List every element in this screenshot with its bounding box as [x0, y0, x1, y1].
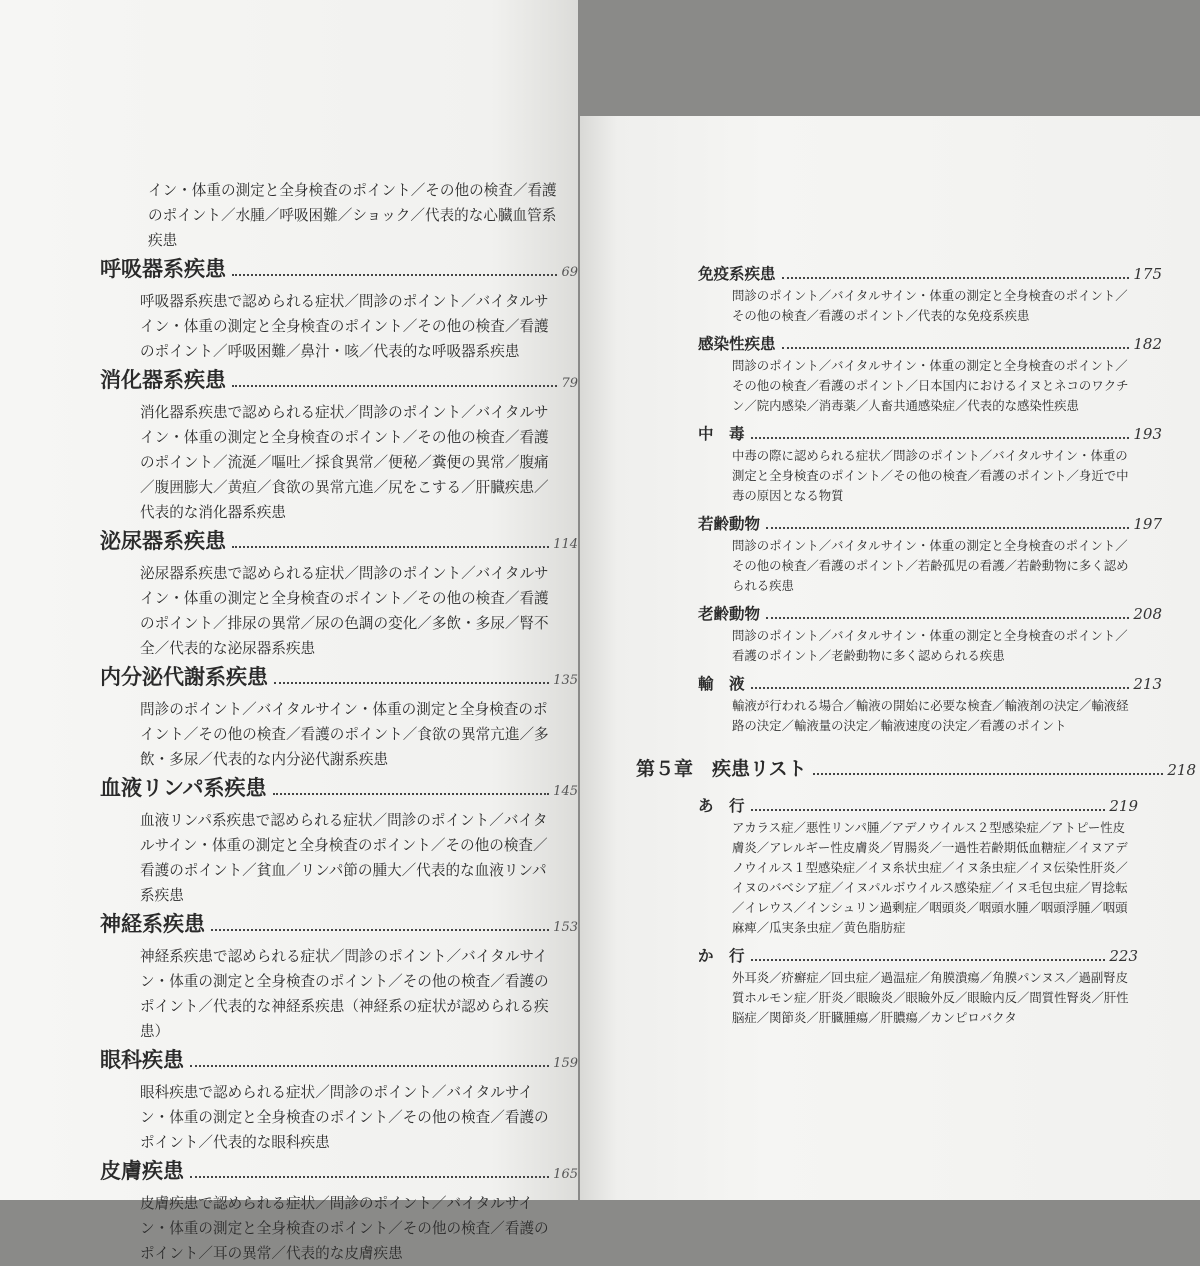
- toc-entry-skin: [100, 1155, 578, 1266]
- section-contents: 輸液が行われる場合／輸液の開始に必要な検査／輸液剤の決定／輸液経路の決定／輸液量の決定／輸液速度の決定／看護のポイント: [732, 698, 1129, 733]
- section-contents: 問診のポイント／バイタルサイン・体重の測定と全身検査のポイント／その他の検査／看護のポイント／食欲の異常亢進／多飲・多尿／代表的な内分泌代謝系疾患: [140, 701, 549, 768]
- toc-entry-header: [698, 602, 1162, 626]
- toc-entry-header: [698, 944, 1138, 968]
- toc-entry-header: [100, 525, 578, 561]
- dot-leader: [751, 809, 1106, 811]
- toc-entry-fluid-therapy: [698, 672, 1200, 736]
- section-title: 感染性疾患: [698, 335, 776, 353]
- section-title: 眼科疾患: [100, 1048, 184, 1072]
- section-contents: 呼吸器系疾患で認められる症状／問診のポイント／バイタルサイン・体重の測定と全身検査のポイント／その他の検査／看護のポイント／呼吸困難／鼻汁・咳／代表的な呼吸器系疾患: [140, 293, 549, 360]
- page-number: 114: [553, 537, 578, 552]
- page-number: 193: [1133, 425, 1162, 443]
- section-contents: 泌尿器系疾患で認められる症状／問診のポイント／バイタルサイン・体重の測定と全身検査のポイント／その他の検査／看護のポイント／排尿の異常／尿の色調の変化／多飲・多尿／腎不全／代表的な泌尿器系疾患: [140, 565, 549, 657]
- toc-entry-immune: [698, 262, 1200, 326]
- dot-leader: [273, 793, 550, 795]
- dot-leader: [751, 687, 1130, 689]
- toc-entry-young-animals: [698, 512, 1200, 596]
- toc-entry-header: [100, 1044, 578, 1080]
- section-title: 中 毒: [698, 425, 745, 443]
- dot-leader: [766, 527, 1129, 529]
- section-title: 泌尿器系疾患: [100, 529, 226, 553]
- dot-leader: [813, 773, 1164, 775]
- page-number: 208: [1133, 605, 1162, 623]
- page-number: 175: [1133, 265, 1162, 283]
- section-title: 免疫系疾患: [698, 265, 776, 283]
- dot-leader: [782, 347, 1130, 349]
- section-title: あ 行: [698, 797, 745, 815]
- section-contents: 神経系疾患で認められる症状／問診のポイント／バイタルサイン・体重の測定と全身検査のポイント／その他の検査／看護のポイント／代表的な神経系疾患（神経系の症状が認められる疾患）: [140, 948, 549, 1040]
- toc-entry-poisoning: [698, 422, 1200, 506]
- section-title: 消化器系疾患: [100, 368, 226, 392]
- dot-leader: [782, 277, 1130, 279]
- section-contents: 眼科疾患で認められる症状／問診のポイント／バイタルサイン・体重の測定と全身検査のポイント／その他の検査／看護のポイント／代表的な眼科疾患: [140, 1084, 549, 1151]
- toc-entry-header: [100, 772, 578, 808]
- section-title: 内分泌代謝系疾患: [100, 665, 268, 689]
- section-contents: 消化器系疾患で認められる症状／問診のポイント／バイタルサイン・体重の測定と全身検査のポイント／その他の検査／看護のポイント／流涎／嘔吐／採食異常／便秘／糞便の異常／腹痛／腹囲膨大／黄疸／食欲の異常亢進／尻をこする／肝臓疾患／代表的な消化器系疾患: [140, 404, 549, 521]
- toc-entry-header: [698, 794, 1138, 818]
- page-number: 69: [561, 265, 578, 280]
- toc-entry-header: [698, 672, 1162, 696]
- toc-entry-a-row: [698, 794, 1200, 938]
- section-title: 老齢動物: [698, 605, 761, 623]
- dot-leader: [766, 617, 1129, 619]
- page-number: 182: [1133, 335, 1162, 353]
- toc-entry-ophthalmic: [100, 1044, 578, 1155]
- section-contents: アカラス症／悪性リンパ腫／アデノウイルス２型感染症／アトピー性皮膚炎／アレルギー性皮膚炎／胃腸炎／一過性若齢期低血糖症／イヌアデノウイルス１型感染症／イヌ糸状虫症／イヌ条虫症／イヌ伝染性肝炎／イヌのバベシア症／イヌパルボウイルス感染症／イヌ毛包虫症／胃捻転／イレウス／インシュリン過剰症／咽頭炎／咽頭水腫／咽頭浮腫／咽頭麻痺／瓜実条虫症／黄色脂肪症: [732, 820, 1128, 935]
- toc-entry-respiratory: [100, 253, 578, 364]
- page-number: 219: [1109, 797, 1138, 815]
- dot-leader: [232, 385, 557, 387]
- page-number: 213: [1133, 675, 1162, 693]
- dot-leader: [190, 1065, 549, 1067]
- toc-entry-header: [100, 908, 578, 944]
- section-contents: 皮膚疾患で認められる症状／問診のポイント／バイタルサイン・体重の測定と全身検査のポイント／その他の検査／看護のポイント／耳の異常／代表的な皮膚疾患: [140, 1195, 549, 1262]
- toc-entry-urinary: [100, 525, 578, 661]
- dot-leader: [211, 929, 549, 931]
- toc-entry-ka-row: [698, 944, 1200, 1028]
- right-page: [580, 116, 1200, 1200]
- section-title: 血液リンパ系疾患: [100, 776, 267, 800]
- left-page: [0, 0, 578, 1262]
- toc-entry-header: [698, 422, 1162, 446]
- toc-entry-digestive: [100, 364, 578, 525]
- section-title: か 行: [698, 947, 745, 965]
- section-contents: 問診のポイント／バイタルサイン・体重の測定と全身検査のポイント／その他の検査／看護のポイント／若齢孤児の看護／若齢動物に多く認められる疾患: [732, 538, 1129, 593]
- page-number: 135: [553, 673, 578, 688]
- section-contents: 血液リンパ系疾患で認められる症状／問診のポイント／バイタルサイン・体重の測定と全身検査のポイント／その他の検査／看護のポイント／貧血／リンパ節の腫大／代表的な血液リンパ系疾患: [140, 812, 548, 904]
- dot-leader: [751, 959, 1106, 961]
- dot-leader: [232, 546, 549, 548]
- dot-leader: [751, 437, 1130, 439]
- toc-entry-blood-lymph: [100, 772, 578, 908]
- dot-leader: [232, 274, 557, 276]
- toc-entry-header: [636, 754, 1196, 786]
- section-contents: 問診のポイント／バイタルサイン・体重の測定と全身検査のポイント／看護のポイント／老齢動物に多く認められる疾患: [732, 628, 1128, 663]
- toc-entry-aged-animals: [698, 602, 1200, 666]
- dot-leader: [190, 1176, 549, 1178]
- section-contents: 中毒の際に認められる症状／問診のポイント／バイタルサイン・体重の測定と全身検査のポイント／その他の検査／看護のポイント／身近で中毒の原因となる物質: [732, 448, 1129, 503]
- toc-entry-header: [100, 1155, 578, 1191]
- toc-entry-header: [698, 512, 1162, 536]
- chapter-heading: [636, 754, 1200, 786]
- page-number: 223: [1109, 947, 1138, 965]
- page-number: 218: [1167, 761, 1196, 779]
- toc-entry-endocrine: [100, 661, 578, 772]
- section-contents: 外耳炎／疥癬症／回虫症／過温症／角膜潰瘍／角膜パンヌス／過副腎皮質ホルモン症／肝炎／眼瞼炎／眼瞼外反／眼瞼内反／間質性腎炎／肝性脳症／関節炎／肝臓腫瘍／肝膿瘍／カンピロバクタ: [732, 970, 1129, 1025]
- toc-entry-header: [698, 332, 1162, 356]
- page-number: 153: [553, 920, 578, 935]
- dot-leader: [274, 682, 549, 684]
- section-title: 若齢動物: [698, 515, 761, 533]
- page-number: 197: [1133, 515, 1162, 533]
- toc-entry-header: [100, 661, 578, 697]
- chapter-title: 第５章 疾患リスト: [636, 758, 807, 780]
- section-title: 神経系疾患: [100, 912, 205, 936]
- toc-entry-header: [100, 364, 578, 400]
- toc-entry-header: [698, 262, 1162, 286]
- toc-entry-nervous: [100, 908, 578, 1044]
- toc-entry-infectious: [698, 332, 1200, 416]
- section-title: 皮膚疾患: [100, 1159, 184, 1183]
- page-number: 79: [561, 376, 578, 391]
- section-contents: 問診のポイント／バイタルサイン・体重の測定と全身検査のポイント／その他の検査／看護のポイント／代表的な免疫系疾患: [732, 288, 1128, 323]
- page-number: 165: [553, 1167, 578, 1182]
- toc-entry-header: [100, 253, 578, 289]
- page-number: 145: [553, 784, 578, 799]
- section-contents: 問診のポイント／バイタルサイン・体重の測定と全身検査のポイント／その他の検査／看護のポイント／日本国内におけるイヌとネコのワクチン／院内感染／消毒薬／人畜共通感染症／代表的な感染性疾患: [732, 358, 1129, 413]
- section-title: 呼吸器系疾患: [100, 257, 226, 281]
- page-number: 159: [553, 1056, 578, 1071]
- section-title: 輸 液: [698, 675, 745, 693]
- lead-text: イン・体重の測定と全身検査のポイント／その他の検査／看護のポイント／水腫／呼吸困難／ショック／代表的な心臓血管系疾患: [148, 182, 557, 249]
